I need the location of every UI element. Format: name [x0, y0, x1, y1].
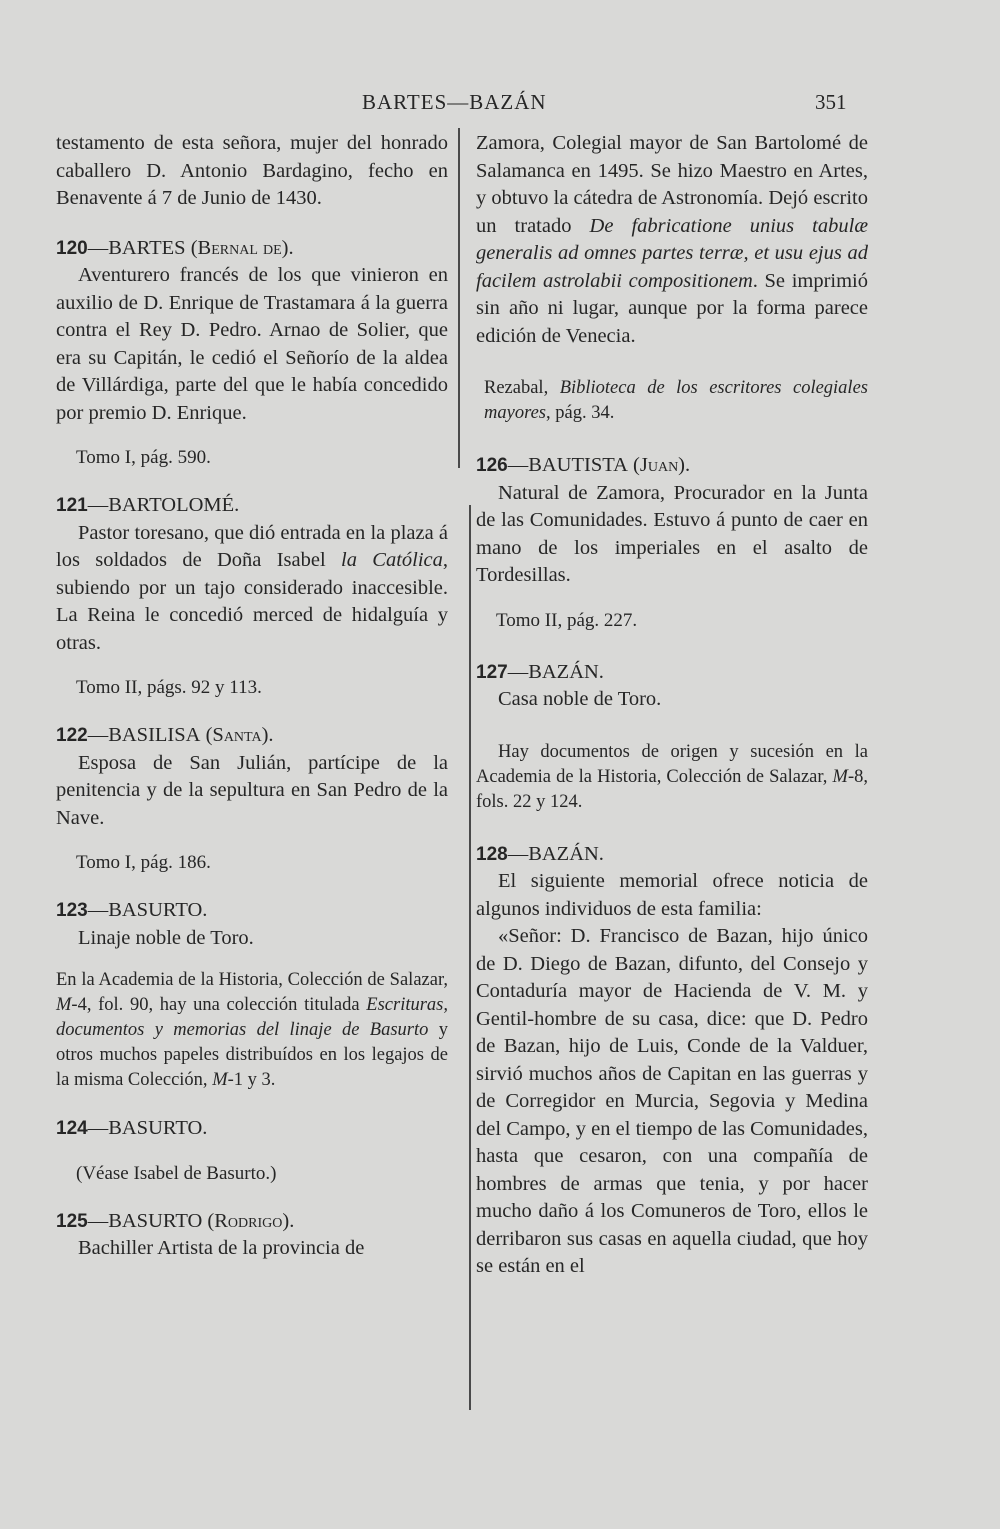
entry-number: 125 [56, 1210, 88, 1232]
entry-qualifier: (Santa). [200, 724, 274, 746]
entry-number: 124 [56, 1118, 88, 1139]
reference-text: En la Academia de la Historia, Colección de Salazar, [56, 970, 448, 990]
entry-qualifier: (Juan). [627, 454, 691, 476]
entry-name: —BASURTO [87, 1209, 203, 1232]
entry-127 [476, 659, 868, 815]
running-head [0, 88, 1000, 128]
entry-heading [56, 1208, 448, 1236]
entry-body: Esposa de San Julián, partícipe de la penitencia y de la sepultura en San Pedro de la Nave. [56, 751, 448, 829]
reference-italic: M [212, 1070, 228, 1090]
entry-body: Aventurero francés de los que vinieron en auxilio de D. Enrique de Trastamara á la guerra contra el Rey D. Pedro. Arnao de Solier, que era su Capitán, le cedió el Señorío de la aldea de Villárdiga, parte del que le había concedido por premio D. Enrique. [56, 264, 448, 424]
entry-reference: Tomo I, pág. 590. [76, 447, 211, 468]
entry-123 [56, 897, 448, 1093]
entry-heading [476, 659, 868, 687]
entry-122 [56, 722, 448, 875]
entry-qualifier: (Rodrigo). [202, 1209, 295, 1232]
entry-number: 127 [476, 661, 508, 683]
entry-qualifier: (Bernal de). [185, 236, 294, 259]
entry-body: Linaje noble de Toro. [78, 926, 254, 949]
entry-reference: (Véase Isabel de Basurto.) [76, 1162, 277, 1184]
entry-number: 120 [56, 237, 88, 259]
entry-name: —BASURTO. [87, 1117, 208, 1139]
entry-128 [476, 841, 868, 1281]
entry-number: 122 [56, 725, 88, 746]
entry-reference [476, 740, 868, 815]
entry-heading [56, 897, 448, 925]
entry-name: —BARTOLOMÉ. [87, 494, 240, 516]
entry-name: —BAZÁN. [507, 842, 604, 865]
reference-italic: Biblioteca de los escritores colegiales mayores [484, 378, 868, 423]
body-text: , subiendo por un tajo considerado inaccesible. La Reina le concedió merced de hidalguía y otras. [56, 549, 449, 654]
entry-120 [56, 235, 448, 471]
reference-text: y otros muchos papeles distribuídos en los legajos de la misma Colección, [56, 1020, 448, 1090]
reference-text: -4, fol. 90, hay una colección titulada [71, 995, 367, 1015]
entry-body [56, 520, 448, 658]
entry-heading [56, 235, 448, 263]
entry-body: Bachiller Artista de la provincia de [78, 1237, 365, 1259]
entry-heading [56, 1115, 448, 1143]
entry-126 [476, 452, 868, 633]
entry-body: El siguiente memorial ofrece noticia de algunos individuos de esta familia: [476, 870, 868, 920]
entry-body: Casa noble de Toro. [498, 688, 662, 710]
running-title: BARTES—BAZÁN [362, 90, 547, 114]
reference-text: Rezabal, [484, 378, 560, 398]
entry-reference: Tomo I, pág. 186. [76, 852, 211, 873]
reference-italic: Escrituras, documentos y memorias del linaje de Basurto [56, 995, 448, 1040]
column-rule [458, 128, 460, 468]
entry-heading [56, 492, 448, 520]
entry-reference [56, 968, 448, 1093]
reference-italic: M [56, 995, 72, 1015]
entry-reference: Tomo II, pág. 227. [496, 609, 638, 631]
right-column [476, 130, 868, 1281]
left-column [56, 130, 448, 1263]
continued-text [476, 130, 868, 350]
reference-text: Hay documentos de origen y sucesión en la Academia de la Historia, Colección de Salazar, [476, 741, 868, 787]
entry-number: 126 [476, 455, 508, 476]
reference-text: , pág. 34. [546, 403, 615, 423]
reference-text: -1 y 3. [227, 1070, 276, 1090]
entry-body: «Señor: D. Francisco de Bazan, hijo único de D. Diego de Bazan, difunto, del Consejo y Contaduría mayor de Hacienda de V. M. y Gentil-hombre de su casa, dice: que D. Pedro de Bazan, hijo de Luis, Conde de la Valduer, sirvió muchos años de Capitan en las guerras y de Corregidor en Murcia, Segovia y Medina del Campo, y en el tiempo de las Comunidades, hasta que cesaron, con una compañía de hombres de armas que tenia, y por hacer mucho daño á los Comuneros de Toro, ellos le derribaron sus casas en aquella ciudad, que hoy se están en el [476, 925, 868, 1277]
entry-124 [56, 1115, 448, 1186]
entry-heading [476, 452, 868, 480]
entry-name: —BAZÁN. [507, 660, 604, 683]
entry-reference: Tomo II, págs. 92 y 113. [76, 677, 262, 698]
entry-125 [56, 1208, 448, 1263]
body-italic: De fabricatione unius tabulæ generalis ad omnes partes terræ, et usu ejus ad facilem astrolabii compositionem [476, 214, 868, 292]
entry-number: 123 [56, 900, 88, 921]
entry-name: —BARTES [87, 236, 186, 259]
column-rule [469, 505, 471, 1410]
body-text: Zamora, Colegial mayor de San Bartolomé de Salamanca en 1495. Se hizo Maestro en Artes, y obtuvo la cátedra de Astronomía. Dejó escrito un tratado [476, 132, 868, 237]
body-italic: la Católica [341, 549, 443, 571]
reference-text: -8, fols. 22 y 124. [476, 766, 868, 812]
entry-heading [56, 722, 448, 750]
entry-reference [476, 376, 868, 426]
body-text: . Se imprimió sin año ni lugar, aunque por la forma parece edición de Venecia. [476, 269, 868, 347]
entry-name: —BASILISA [87, 724, 201, 746]
continued-text: testamento de esta señora, mujer del honrado caballero D. Antonio Bardagino, fecho en Benavente á 7 de Junio de 1430. [56, 132, 448, 209]
entry-number: 121 [56, 495, 88, 516]
entry-121 [56, 492, 448, 700]
entry-body: Natural de Zamora, Procurador en la Junta de las Comunidades. Estuvo á punto de caer en mano de los imperiales en el asalto de Tordesillas. [476, 481, 868, 586]
page-number: 351 [815, 90, 847, 114]
entry-name: —BASURTO. [87, 899, 208, 921]
entry-number: 128 [476, 843, 508, 865]
reference-italic: M [832, 766, 848, 787]
body-text: Pastor toresano, que dió entrada en la plaza á los soldados de Doña Isabel [56, 521, 448, 571]
entry-heading [476, 841, 868, 869]
entry-name: —BAUTISTA [507, 454, 628, 476]
